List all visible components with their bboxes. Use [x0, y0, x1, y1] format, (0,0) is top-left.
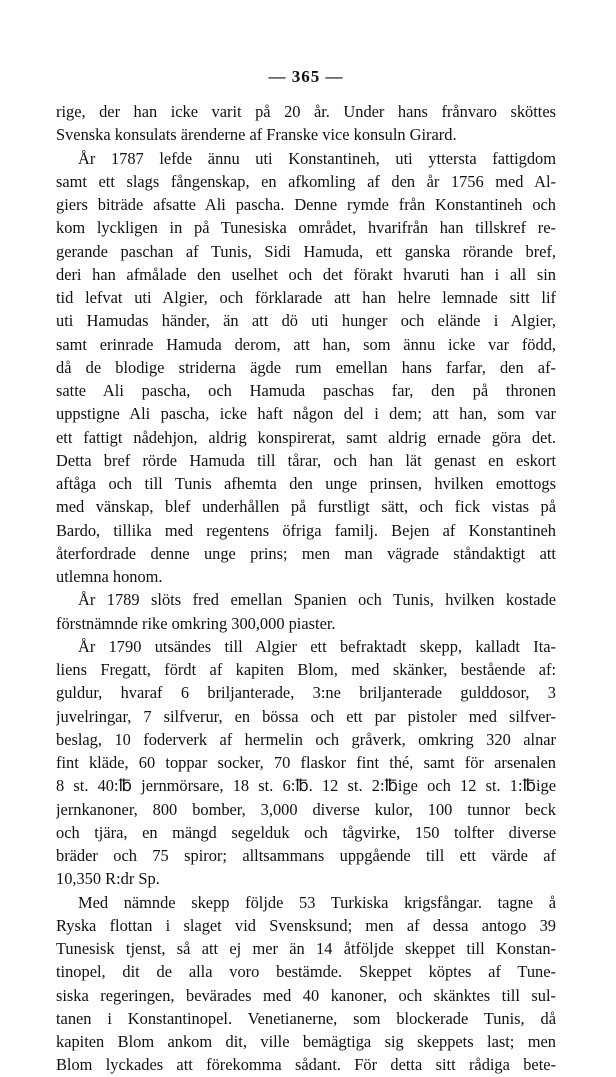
text-line: uti Hamudas händer, än att dö uti hunger och elände i Algier, [56, 311, 556, 331]
text-line: liens Fregatt, fördt af kapiten Blom, med skänker, bestående af: [56, 660, 556, 679]
text-line: uppstigne Ali pascha, icke haft någon del i dem; att han, som var [56, 404, 556, 424]
text-line: då de blodige striderna ägde rum emellan hans farfar, den af- [56, 357, 556, 377]
text-line: tid lefvat uti Algier, och förklarade att han helre lemnade sitt lif [56, 288, 556, 307]
text-line: Ryska flottan i slaget vid Svensksund; men af dessa antogo 39 [56, 915, 556, 935]
text-line: Tunesisk tjenst, så att ej mer än 14 åtföljde skeppet till Konstan- [56, 939, 556, 958]
text-line: 8 st. 40:℔ jernmörsare, 18 st. 6:℔. 12 st. 2:℔ige och 12 st. 1:℔ige [56, 776, 556, 796]
text-line: juvelringar, 7 silfverur, en bössa och ett par pistoler med silfver- [56, 706, 556, 726]
body-text [56, 100, 556, 1077]
text-line: bräder och 75 spiror; alltsammans uppgående till ett värde af [56, 846, 556, 865]
text-line: och tjära, en mängd segelduk och tågvirke, 150 tolfter diverse [56, 822, 556, 842]
book-page [56, 62, 556, 1077]
text-line: tanen i Konstantinopel. Venetianerne, som blockerade Tunis, då [56, 1008, 556, 1028]
text-line: tinopel, dit de alla voro bestämde. Skeppet köptes af Tune- [56, 962, 556, 982]
text-line: samt erinrade Hamuda derom, att han, som ännu icke var född, [56, 334, 556, 354]
text-line: satte Ali pascha, och Hamuda paschas far, den på thronen [56, 381, 556, 400]
text-line: gerande paschan af Tunis, Sidi Hamuda, ett ganska rörande bref, [56, 241, 556, 261]
text-line: guldur, hvaraf 6 briljanterade, 3:ne briljanterade gulddosor, 3 [56, 683, 556, 703]
text-line: Svenska konsulats ärenderne af Franske vice konsuln Girard. [56, 125, 457, 145]
text-line: beslag, 10 foderverk af hermelin och gråverk, omkring 320 alnar [56, 729, 556, 749]
text-line: Med nämnde skepp följde 53 Turkiska krigsfångar. tagne å [78, 892, 556, 912]
text-line: År 1790 utsändes till Algier ett befraktadt skepp, kalladt Ita- [78, 636, 556, 656]
text-line: kom lyckligen in på Tunesiska området, hvarifrån han tillskref re- [56, 218, 556, 238]
text-line: kapiten Blom ankom dit, ville bemägtiga sig skeppets last; men [56, 1032, 556, 1051]
text-line: aftåga och till Tunis afhemta den unge prinsen, hvilken emottogs [56, 474, 556, 493]
text-line: Blom lyckades att förekomma sådant. För detta sitt rådiga bete- [56, 1055, 556, 1075]
text-line: deri han afmålade den uselhet och det förakt hvaruti han i all sin [56, 264, 556, 284]
text-line: jernkanoner, 800 bomber, 3,000 diverse kulor, 100 tunnor beck [56, 799, 556, 819]
text-line: samt ett slags fångenskap, en afkomling af den år 1756 med Al- [56, 171, 556, 191]
text-line: giers biträde afsatte Ali pascha. Denne rymde från Konstantineh och [56, 195, 556, 214]
text-line: återfordrade denne unge prins; men man vägrade ståndaktigt att [56, 543, 556, 563]
text-line: utlemna honom. [56, 567, 163, 586]
text-line: rige, der han icke varit på 20 år. Under hans frånvaro sköttes [56, 102, 556, 121]
text-line: Bardo, tillika med regentens öfriga familj. Bejen af Konstantineh [56, 520, 556, 540]
text-line: År 1789 slöts fred emellan Spanien och Tunis, hvilken kostade [78, 590, 556, 610]
page-number: — 365 — [268, 67, 344, 86]
text-line: siska regeringen, bevärades med 40 kanoner, och skänktes till sul- [56, 985, 556, 1005]
text-line: År 1787 lefde ännu uti Konstantineh, uti yttersta fattigdom [78, 148, 556, 168]
text-line: 10,350 R:dr Sp. [56, 869, 160, 889]
text-line: ett fattigt nådehjon, aldrig konspirerat, samt aldrig ernade göra det. [56, 427, 556, 447]
text-line: Detta bref rörde Hamuda till tårar, och han lät genast en eskort [56, 450, 556, 470]
text-line: med vänskap, blef underhållen på furstligt sätt, och fick vistas på [56, 497, 556, 517]
text-line: förstnämnde rike omkring 300,000 piaster. [56, 613, 336, 633]
text-line: fint kläde, 60 toppar socker, 70 flaskor fint thé, samt för arsenalen [56, 753, 556, 772]
